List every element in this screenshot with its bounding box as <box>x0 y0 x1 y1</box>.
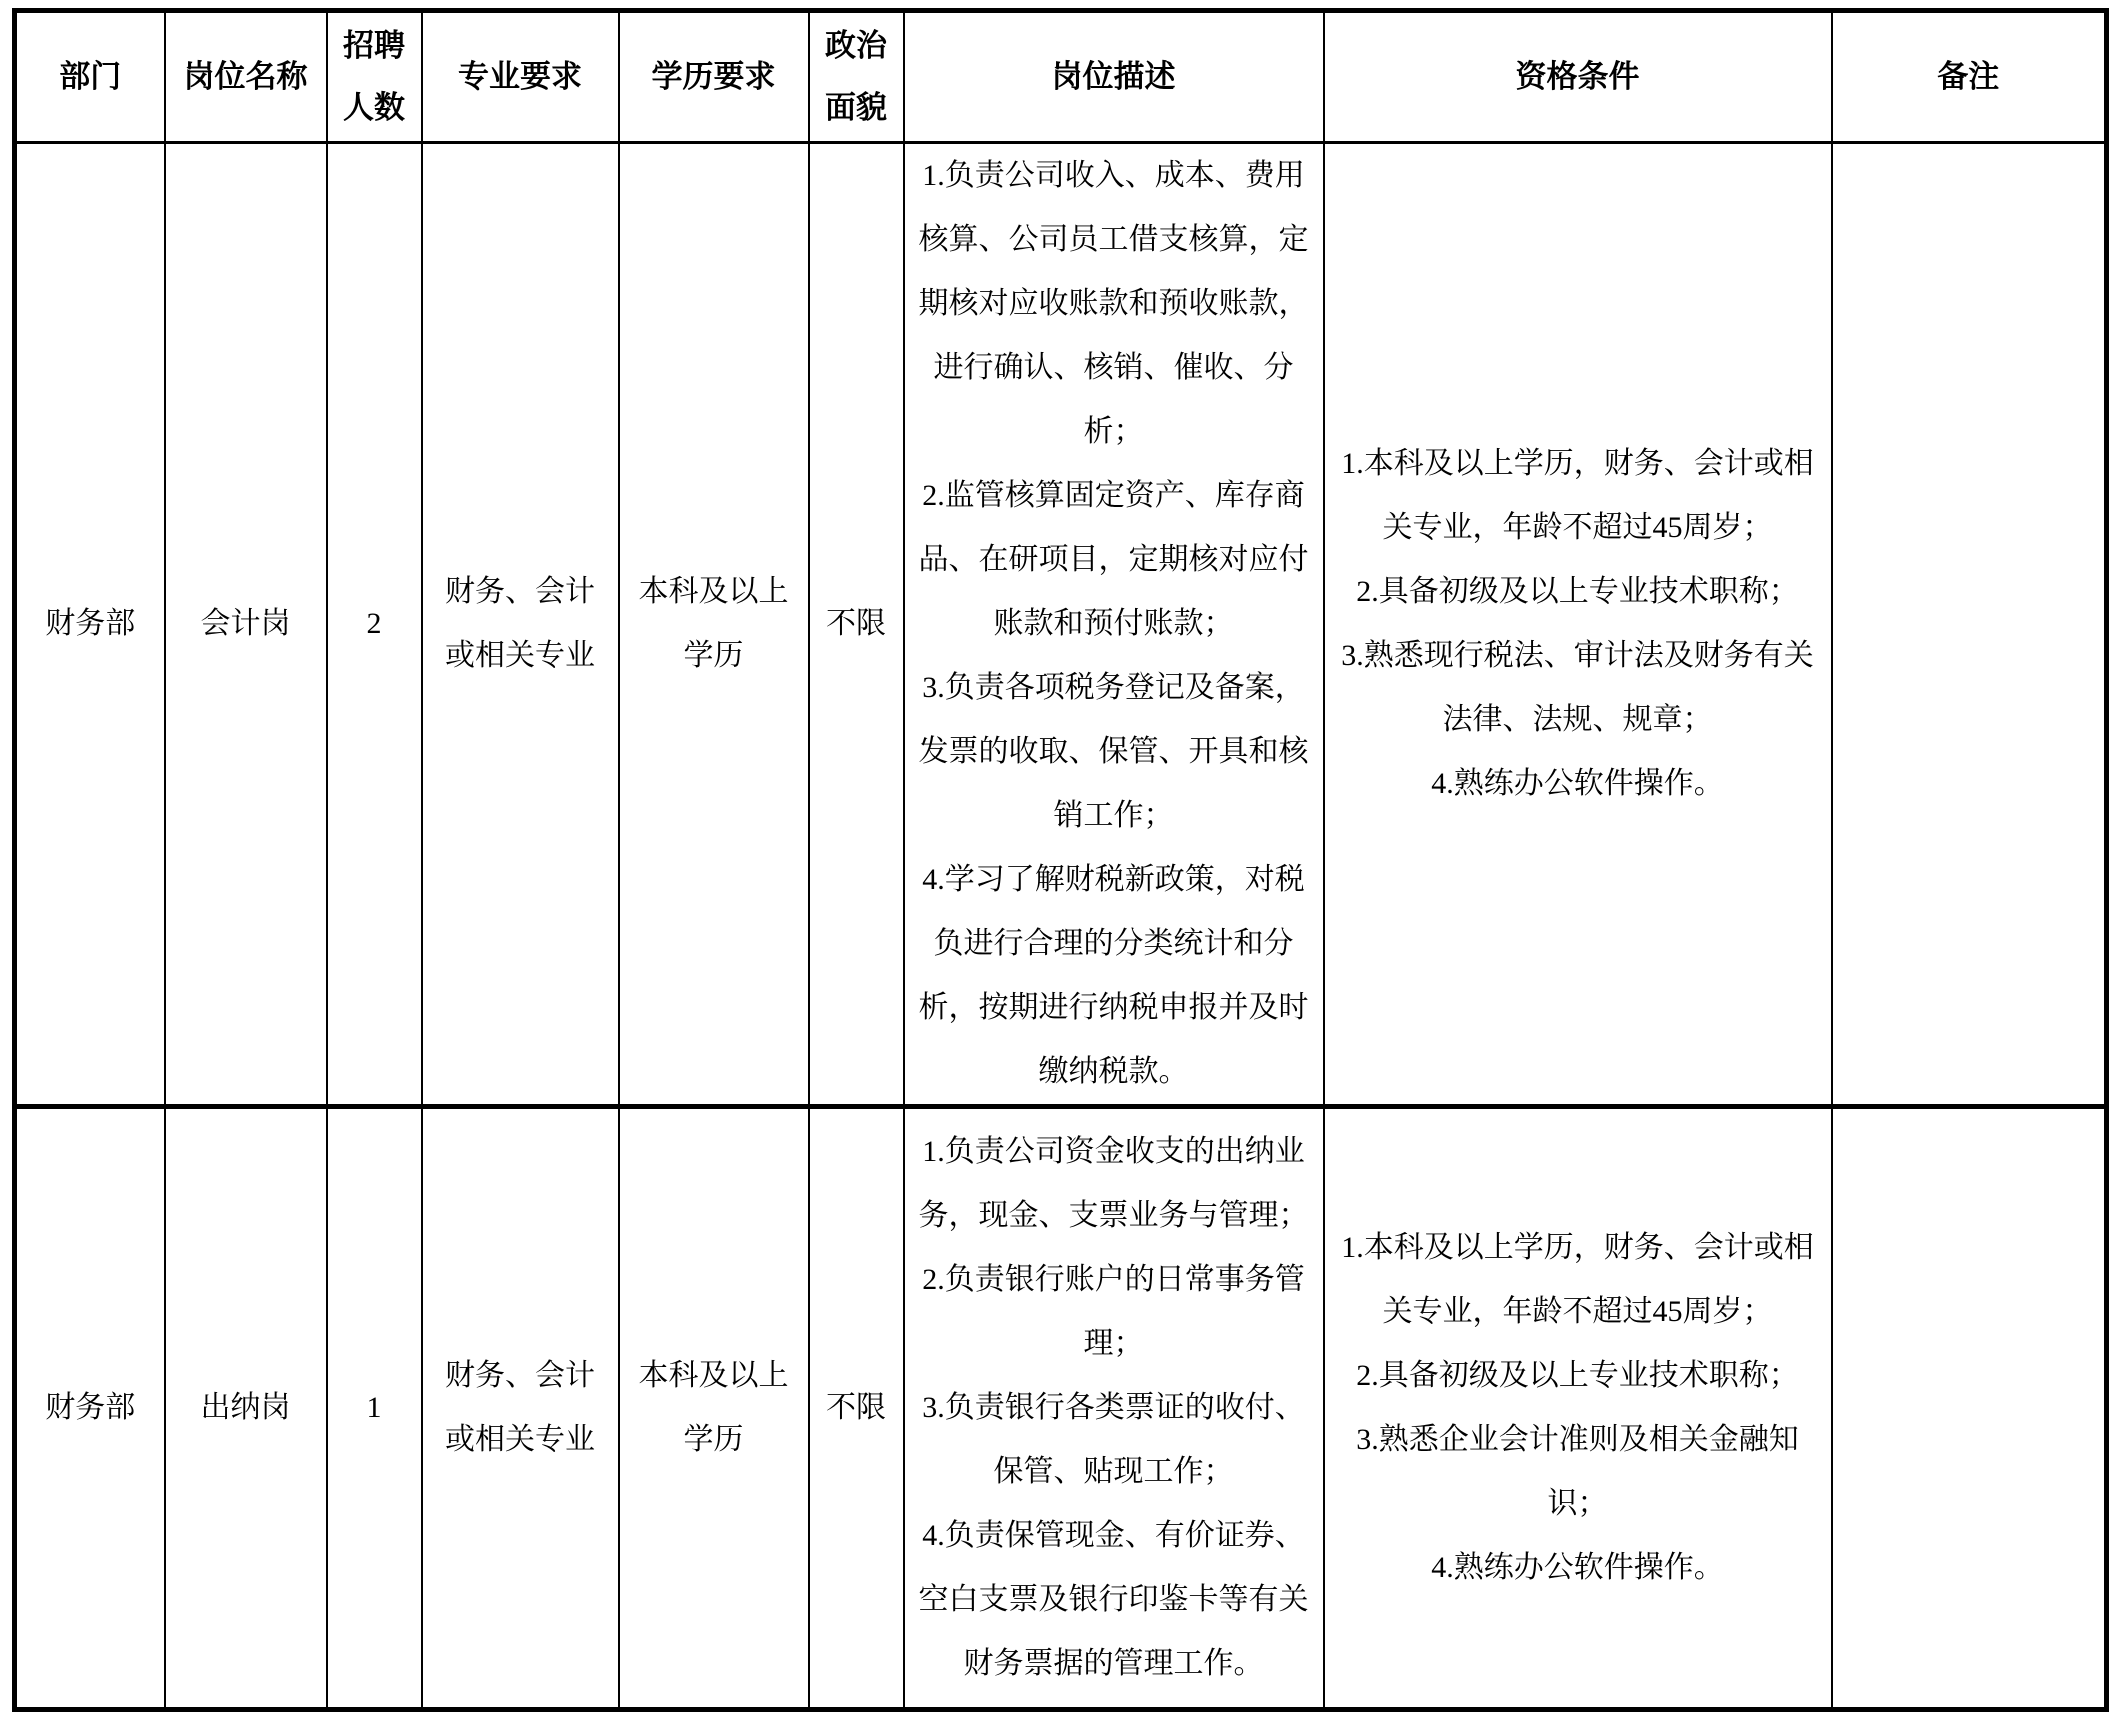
cell-education-requirement: 本科及以上学历 <box>619 1107 809 1710</box>
header-department: 部门 <box>15 11 165 143</box>
header-education-requirement: 学历要求 <box>619 11 809 143</box>
cell-department: 财务部 <box>15 143 165 1107</box>
recruitment-table <box>12 8 2109 1712</box>
cell-job-description <box>904 143 1324 1107</box>
job-description-list <box>914 1120 1314 1696</box>
text-line: 2.监管核算固定资产、库存商品、在研项目，定期核对应付账款和预付账款； <box>918 479 1309 640</box>
text-line: 2.具备初级及以上专业技术职称； <box>1356 1359 1799 1392</box>
header-job-description: 岗位描述 <box>904 11 1324 143</box>
cell-remark <box>1832 143 2107 1107</box>
text-line: 4.熟练办公软件操作。 <box>1431 767 1724 800</box>
cell-education-requirement: 本科及以上学历 <box>619 143 809 1107</box>
cell-major-requirement: 财务、会计或相关专业 <box>422 143 619 1107</box>
qualifications-list <box>1327 1216 1829 1600</box>
text-line: 3.负责各项税务登记及备案，发票的收取、保管、开具和核销工作； <box>918 671 1309 832</box>
header-qualifications: 资格条件 <box>1324 11 1832 143</box>
text-line: 2.负责银行账户的日常事务管理； <box>922 1263 1305 1360</box>
cell-position-name: 出纳岗 <box>165 1107 327 1710</box>
table-row-accounting <box>15 143 2107 1107</box>
text-line: 1.本科及以上学历，财务、会计或相关专业，年龄不超过45周岁； <box>1341 1231 1814 1328</box>
cell-department: 财务部 <box>15 1107 165 1710</box>
cell-political-status: 不限 <box>809 143 904 1107</box>
header-row <box>15 11 2107 143</box>
header-position-name: 岗位名称 <box>165 11 327 143</box>
header-headcount: 招聘人数 <box>327 11 422 143</box>
cell-major-requirement: 财务、会计或相关专业 <box>422 1107 619 1710</box>
header-political-status: 政治面貌 <box>809 11 904 143</box>
header-major-requirement: 专业要求 <box>422 11 619 143</box>
cell-political-status: 不限 <box>809 1107 904 1710</box>
text-line: 4.熟练办公软件操作。 <box>1431 1551 1724 1584</box>
cell-qualifications <box>1324 143 1832 1107</box>
text-line: 3.熟悉企业会计准则及相关金融知识； <box>1356 1423 1799 1520</box>
cell-job-description <box>904 1107 1324 1710</box>
qualifications-list <box>1327 432 1829 816</box>
table-row-cashier <box>15 1107 2107 1710</box>
cell-remark <box>1832 1107 2107 1710</box>
cell-headcount: 2 <box>327 143 422 1107</box>
text-line: 1.负责公司资金收支的出纳业务，现金、支票业务与管理； <box>918 1135 1309 1232</box>
cell-qualifications <box>1324 1107 1832 1710</box>
cell-position-name: 会计岗 <box>165 143 327 1107</box>
text-line: 3.熟悉现行税法、审计法及财务有关法律、法规、规章； <box>1341 639 1814 736</box>
header-remark: 备注 <box>1832 11 2107 143</box>
text-line: 1.本科及以上学历，财务、会计或相关专业，年龄不超过45周岁； <box>1341 447 1814 544</box>
text-line: 1.负责公司收入、成本、费用核算、公司员工借支核算，定期核对应收账款和预收账款，进行确认、核销、催收、分析； <box>918 159 1309 448</box>
job-description-list <box>914 144 1314 1104</box>
cell-headcount: 1 <box>327 1107 422 1710</box>
text-line: 2.具备初级及以上专业技术职称； <box>1356 575 1799 608</box>
text-line: 3.负责银行各类票证的收付、保管、贴现工作； <box>922 1391 1305 1488</box>
text-line: 4.学习了解财税新政策，对税负进行合理的分类统计和分析，按期进行纳税申报并及时缴纳税款。 <box>918 863 1309 1088</box>
text-line: 4.负责保管现金、有价证券、空白支票及银行印鉴卡等有关财务票据的管理工作。 <box>918 1519 1309 1680</box>
